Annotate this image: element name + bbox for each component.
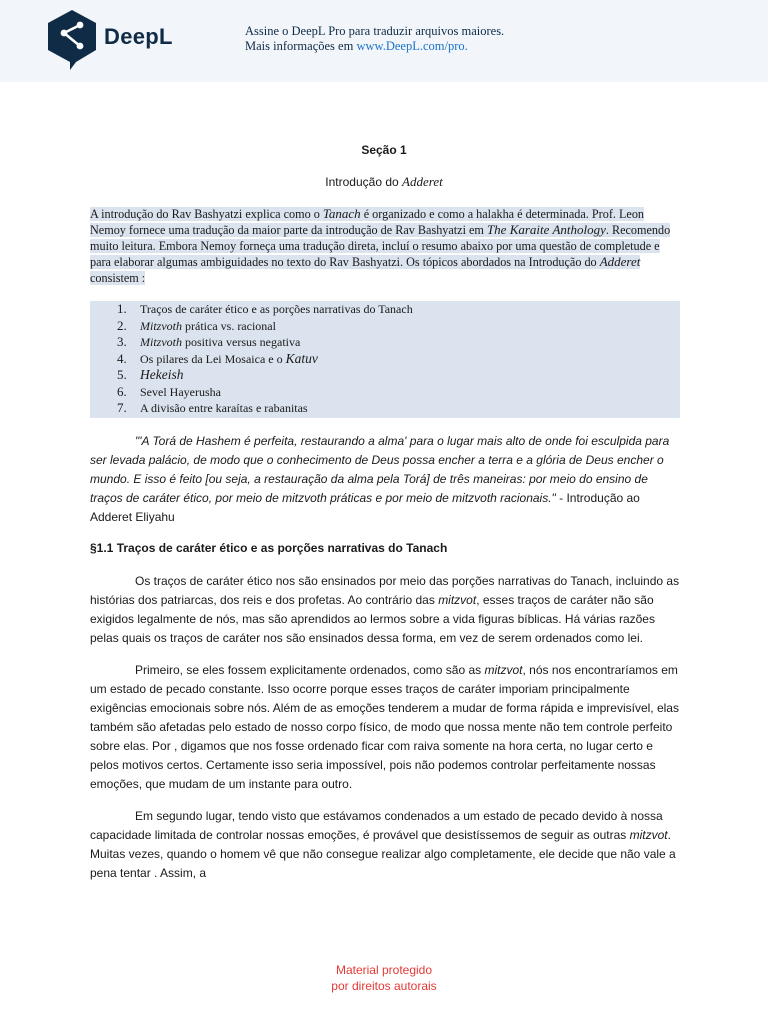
promo-line-2-prefix: Mais informações em <box>245 39 357 53</box>
copyright-line-2: por direitos autorais <box>331 979 437 993</box>
list-item-number: 5. <box>117 367 127 382</box>
deepl-logo-icon <box>46 9 98 71</box>
intro-text-4: consistem : <box>90 271 146 285</box>
quote-text: "'A Torá de Hashem é perfeita, restaurando a alma' para o lugar mais alto de onde foi esculpida para ser levada palácio, de modo que o conhecimento de Deus possa encher a terra e a glória de Deus encher o mundo. E isso é feito [ou seja, a restauração da alma pela Torá] de três maneiras: por meio do ensino de traços de caráter ético, por meio de mitzvoth práticas e por meio de mitzvoth racionais." <box>90 434 670 505</box>
list-item <box>90 400 680 417</box>
promo-line-2 <box>245 39 504 54</box>
list-item <box>90 367 680 384</box>
list-item-number: 1. <box>117 301 127 316</box>
deepl-pro-link[interactable]: www.DeepL.com/pro. <box>356 39 468 53</box>
list-item <box>90 334 680 351</box>
list-item-number: 3. <box>117 334 127 349</box>
topics-list <box>90 301 680 418</box>
deepl-banner <box>0 0 768 82</box>
list-item-rest: Os pilares da Lei Mosaica e o <box>140 351 286 366</box>
list-item-number: 2. <box>117 317 127 333</box>
section-subtitle-prefix: Introdução do <box>325 175 403 189</box>
quote-source: - Introdução ao Adderet Eliyahu <box>90 491 640 524</box>
list-item <box>90 384 680 401</box>
p2-text-a: Primeiro, se eles fossem explicitamente ordenados, como são as <box>135 663 485 677</box>
promo-line-1: Assine o DeepL Pro para traduzir arquivos maiores. <box>245 24 505 38</box>
list-item-text <box>140 367 183 384</box>
section-subtitle <box>0 174 768 190</box>
intro-text-2: é organizado e como a halakha é determinada. Prof. Leon Nemoy fornece uma tradução da maior parte da introdução de Rav Bashyatzi em <box>90 207 645 237</box>
section-heading: §1.1 Traços de caráter ético e as porções narrativas do Tanach <box>90 541 448 555</box>
p1-italic: mitzvot <box>438 593 477 607</box>
section-title: Seção 1 <box>361 143 407 157</box>
p2-text-b: , nós nos encontraríamos em um estado de pecado constante. Isso ocorre porque esses traços de caráter imporiam principalmente exigências emocionais sobre nós. Além de as emoções tenderem a mudar de forma rápida e imprevisível, elas também são afetadas pelo estado de nosso corpo físico, de modo que nossa mente não tem controle perfeito sobre elas. Por , digamos que nos fosse ordenado ficar com raiva somente na hora certa, no lugar certo e pelos motivos certos. Certamente isso seria impossível, pois não podemos controlar perfeitamente nossas emoções, que mudam de um instante para outro. <box>90 663 679 791</box>
p3-italic: mitzvot <box>629 828 668 842</box>
list-item-rest: positiva versus negativa <box>182 335 301 349</box>
list-item-text <box>140 334 300 351</box>
intro-text-1: A introdução do Rav Bashyatzi explica como o <box>90 207 323 221</box>
list-item-number: 6. <box>117 383 127 399</box>
p3-text-b: . Muitas vezes, quando o homem vê que não consegue realizar algo completamente, ele decide que não vale a pena tentar . Assim, a <box>90 828 676 880</box>
p1-text-a: Os traços de caráter ético nos são ensinados por meio das porções narrativas do Tanach, incluindo as histórias dos patriarcas, dos reis e dos profetas. Ao contrário das <box>90 574 680 607</box>
list-item <box>90 351 680 368</box>
body-paragraph-1 <box>90 572 680 648</box>
section-subtitle-italic: Adderet <box>402 174 443 189</box>
list-item-number: 7. <box>117 400 127 415</box>
list-item-number: 4. <box>117 350 127 366</box>
quote-block <box>90 432 682 527</box>
list-item-italic: Mitzvoth <box>140 335 182 349</box>
copyright-line-1: Material protegido <box>335 963 433 977</box>
list-item-text <box>140 351 318 368</box>
body-paragraph-2 <box>90 661 680 794</box>
body-paragraph-3 <box>90 807 680 883</box>
list-item-rest: prática vs. racional <box>182 318 276 333</box>
list-item <box>90 318 680 335</box>
promo-message <box>245 24 504 54</box>
intro-italic-adderet: Adderet <box>599 254 641 269</box>
list-item-italic: Hekeish <box>140 367 184 382</box>
list-item-italic: Mitzvoth <box>140 318 182 333</box>
intro-italic-tanach: Tanach <box>322 206 361 221</box>
list-item-text: A divisão entre karaítas e rabanitas <box>140 401 308 415</box>
intro-text-3: . Recomendo muito leitura. Embora Nemoy forneça uma tradução direta, incluí o resumo abaixo por uma questão de completude e para elaborar algumas ambiguidades no texto do Rav Bashyatzi. Os tópicos abordados na Introdução do <box>90 223 671 269</box>
intro-italic-anthology: The Karaite Anthology <box>486 222 606 237</box>
p2-italic: mitzvot <box>484 663 523 677</box>
list-item-italic: Katuv <box>285 350 318 366</box>
list-item-text <box>140 318 276 335</box>
list-item <box>90 301 680 318</box>
intro-paragraph <box>90 205 680 287</box>
p1-text-b: , esses traços de caráter não são exigidos legalmente de nós, mas são aprendidos ao lermos sobre a vida figuras bíblicas. Há várias razões pelas quais os traços de caráter nos são ensinados dessa forma, em vez de serem ordenados como lei. <box>90 593 655 645</box>
list-item-text: Traços de caráter ético e as porções narrativas do Tanach <box>140 302 413 316</box>
copyright-notice <box>0 962 768 994</box>
p3-text-a: Em segundo lugar, tendo visto que estávamos condenados a um estado de pecado devido à nossa capacidade limitada de controlar nossas emoções, é provável que desistíssemos de seguir as outras <box>90 809 663 842</box>
logo-text: DeepL <box>104 24 173 49</box>
list-item-text: Sevel Hayerusha <box>140 384 221 399</box>
